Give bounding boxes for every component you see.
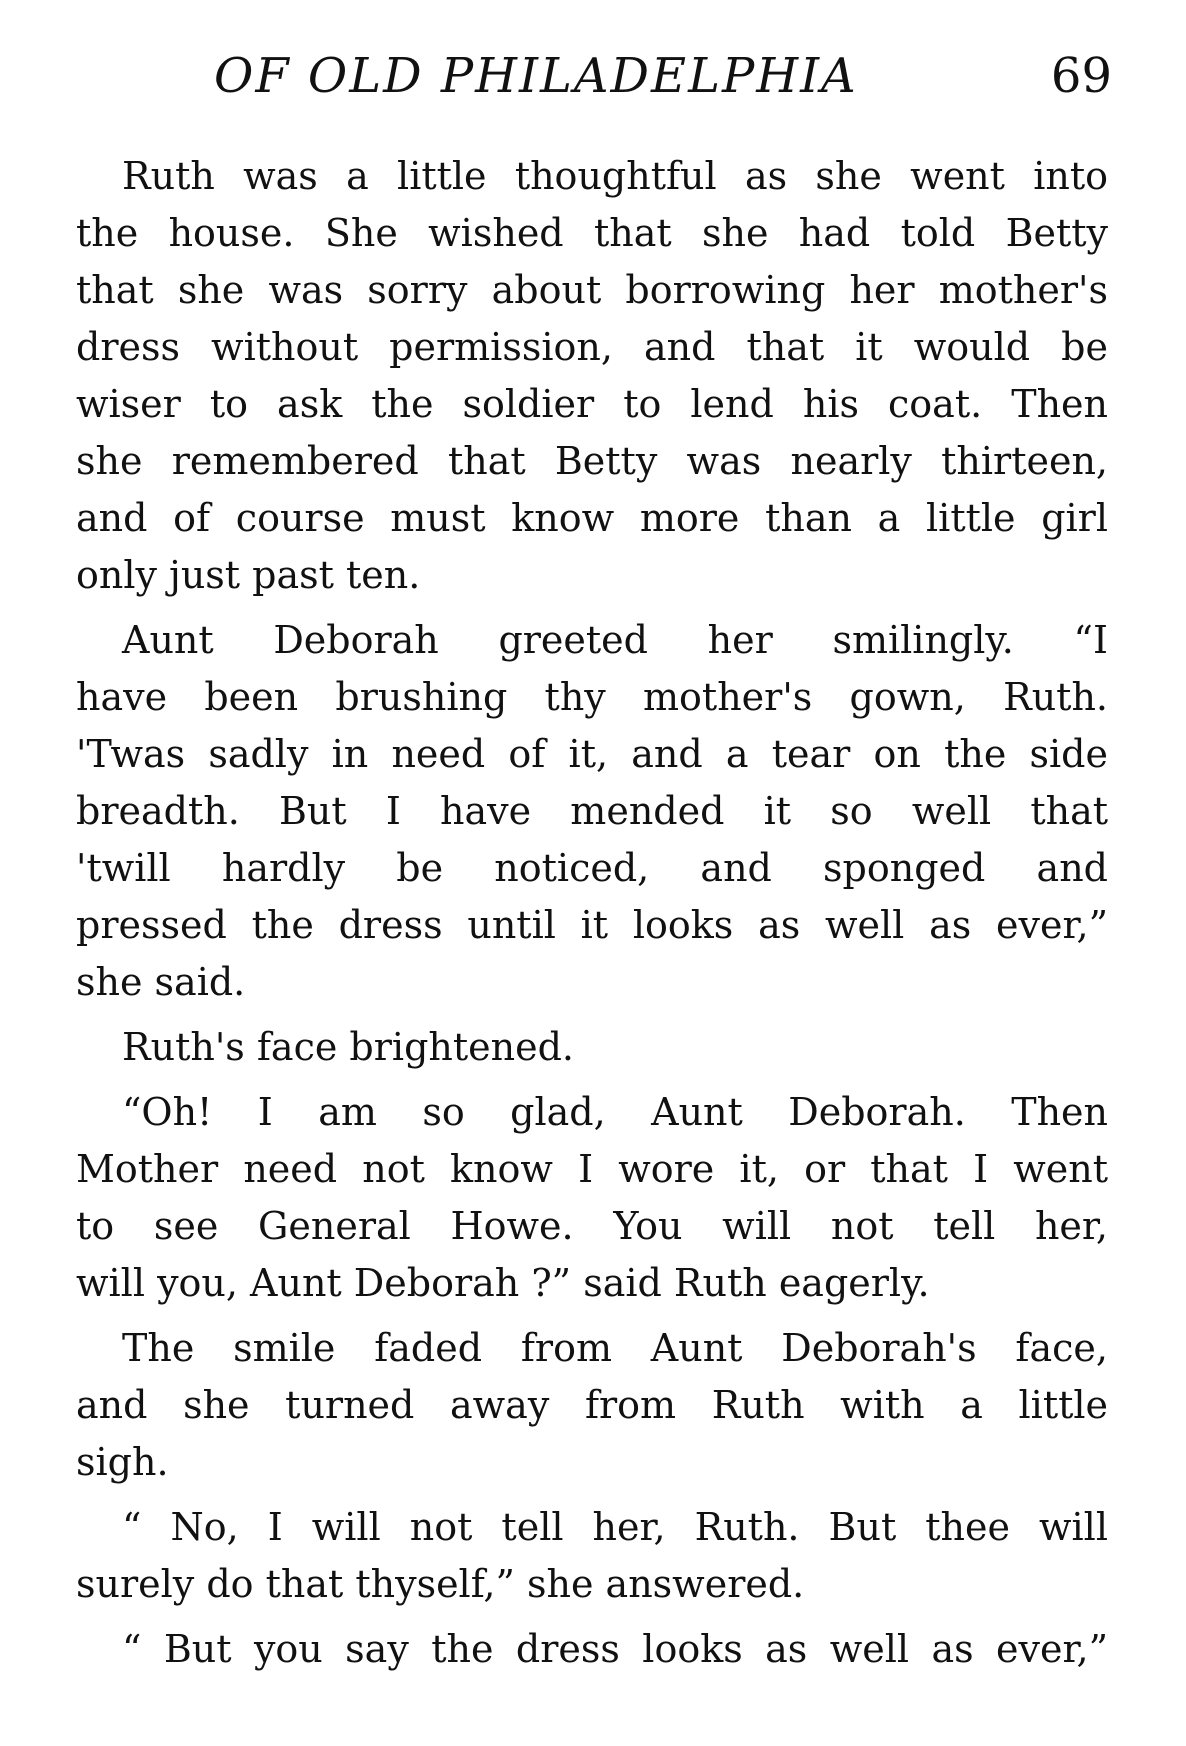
text-line: 'twill hardly be noticed, and sponged and (76, 846, 1108, 890)
text-line: dress without permission, and that it would be (76, 325, 1108, 369)
paragraph (76, 148, 1108, 604)
text-line: and of course must know more than a little girl (76, 496, 1108, 540)
text-line: “Oh! I am so glad, Aunt Deborah. Then (122, 1090, 1108, 1134)
paragraph (76, 1320, 1108, 1491)
text-line: pressed the dress until it looks as well as ever,” (76, 903, 1108, 947)
paragraph (76, 1084, 1108, 1312)
text-line: the house. She wished that she had told Betty (76, 211, 1108, 255)
text-line: she said. (76, 960, 246, 1004)
text-line: Aunt Deborah greeted her smilingly. “I (122, 618, 1108, 662)
page-number: 69 (1050, 48, 1112, 104)
text-line: have been brushing thy mother's gown, Ruth. (76, 675, 1108, 719)
running-title: OF OLD PHILADELPHIA (214, 48, 858, 104)
text-line: breadth. But I have mended it so well that (76, 789, 1108, 833)
text-line: Ruth was a little thoughtful as she went into (122, 154, 1108, 198)
paragraph (76, 1019, 1108, 1076)
text-line: surely do that thyself,” she answered. (76, 1562, 805, 1606)
text-line: only just past ten. (76, 553, 421, 597)
text-line: 'Twas sadly in need of it, and a tear on the side (76, 732, 1108, 776)
text-line: wiser to ask the soldier to lend his coat. Then (76, 382, 1108, 426)
text-line: and she turned away from Ruth with a little (76, 1383, 1108, 1427)
text-line: “ But you say the dress looks as well as ever,” (122, 1627, 1108, 1671)
text-line: Ruth's face brightened. (122, 1025, 574, 1069)
running-header (0, 46, 1186, 126)
text-line: that she was sorry about borrowing her mother's (76, 268, 1108, 312)
paragraph (76, 1621, 1108, 1678)
text-line: sigh. (76, 1440, 169, 1484)
text-line: to see General Howe. You will not tell her, (76, 1204, 1108, 1248)
text-line: “ No, I will not tell her, Ruth. But thee will (122, 1505, 1108, 1549)
text-line: Mother need not know I wore it, or that I went (76, 1147, 1108, 1191)
text-line: she remembered that Betty was nearly thirteen, (76, 439, 1108, 483)
text-line: will you, Aunt Deborah ?” said Ruth eagerly. (76, 1261, 930, 1305)
text-line: The smile faded from Aunt Deborah's face, (122, 1326, 1108, 1370)
body-text (76, 148, 1108, 1686)
paragraph (76, 612, 1108, 1011)
paragraph (76, 1499, 1108, 1613)
